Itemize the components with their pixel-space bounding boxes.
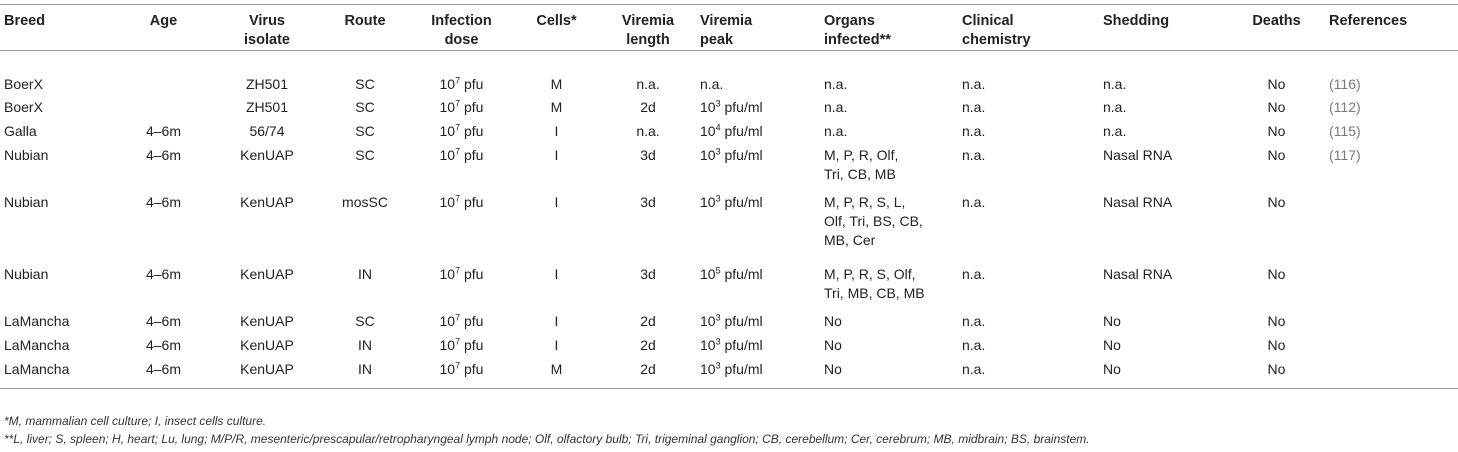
cell-age (113, 96, 214, 120)
cell-viremia-length: 3d (640, 146, 656, 163)
cell-viremia-peak: $10^3$ pfu/ml (696, 358, 820, 389)
exponent: 4 (715, 121, 721, 132)
cell-reference (1325, 334, 1458, 358)
cell-route: SC (355, 312, 375, 329)
cell-viremia-peak: $10^3$ pfu/ml (700, 335, 763, 353)
cell-deaths: No (1267, 265, 1286, 282)
cell-infection-dose: $10^7$ pfu (439, 335, 484, 353)
cell-cells: I (554, 146, 559, 163)
exponent: 3 (715, 359, 721, 370)
cell-viremia-length: 2d (600, 358, 696, 389)
cell-deaths: No (1267, 193, 1286, 210)
table-row (0, 334, 1458, 358)
cell-viremia-length: n.a. (636, 76, 660, 92)
column-header: Route (320, 5, 410, 51)
cell-virus-isolate: KenUAP (214, 358, 320, 389)
cell-organs-infected: M, P, R, Olf, Tri, CB, MB (824, 146, 899, 182)
cell-breed: LaMancha (4, 312, 70, 329)
cell-route: mosSC (342, 193, 388, 210)
cell-route: IN (358, 336, 372, 353)
exponent: 3 (715, 145, 721, 156)
cell-infection-dose: $10^7$ pfu (439, 264, 484, 282)
cell-breed: BoerX (4, 76, 43, 92)
exponent: 7 (455, 121, 461, 132)
cell-cells: M (513, 358, 600, 389)
cell-infection-dose: $10^7$ pfu (439, 311, 484, 329)
cell-infection-dose: $10^7$ pfu (439, 145, 484, 163)
cell-reference[interactable]: (116) (1329, 76, 1361, 92)
exponent: 7 (455, 75, 461, 86)
exponent: 7 (455, 311, 461, 322)
exponent: 7 (455, 359, 461, 370)
cell-deaths: No (1267, 312, 1286, 329)
cell-organs-infected: M, P, R, S, Olf, Tri, MB, CB, MB (824, 265, 925, 301)
cell-infection-dose: $10^7$ pfu (410, 358, 513, 389)
cell-viremia-peak: $10^3$ pfu/ml (700, 311, 763, 329)
cell-virus-isolate: KenUAP (240, 265, 294, 282)
cell-shedding: n.a. (1103, 98, 1127, 115)
header-row (0, 5, 1458, 51)
cell-shedding: Nasal RNA (1103, 193, 1173, 210)
exponent: 7 (455, 264, 461, 275)
column-header: Organs infected** (820, 5, 958, 51)
cell-shedding: No (1103, 312, 1121, 329)
cell-breed: LaMancha (0, 358, 113, 389)
table-row (0, 51, 1458, 96)
cell-organs-infected: n.a. (824, 122, 848, 139)
cell-cells: I (554, 265, 559, 282)
cell-infection-dose: $10^7$ pfu (439, 75, 484, 92)
cell-route: IN (320, 358, 410, 389)
cell-age: 4–6m (145, 146, 182, 163)
cell-reference (1325, 310, 1458, 334)
cell-deaths: No (1267, 336, 1286, 353)
cell-reference (1325, 191, 1458, 263)
cell-viremia-peak: $10^5$ pfu/ml (700, 264, 763, 282)
cell-clinical-chemistry: n.a. (962, 122, 986, 139)
cell-clinical-chemistry: n.a. (962, 265, 986, 282)
cell-route: SC (355, 146, 375, 163)
cell-reference[interactable]: (112) (1329, 98, 1361, 115)
cell-virus-isolate: ZH501 (245, 76, 289, 92)
cell-organs-infected: No (820, 358, 958, 389)
cell-infection-dose: $10^7$ pfu (439, 97, 484, 115)
cell-infection-dose: $10^7$ pfu (439, 192, 484, 210)
cell-organs-infected: M, P, R, S, L, Olf, Tri, BS, CB, MB, Cer (824, 193, 923, 248)
cell-reference[interactable]: (117) (1329, 146, 1361, 163)
cell-age: 4–6m (145, 265, 182, 282)
cell-breed: LaMancha (4, 336, 70, 353)
cell-cells: M (550, 98, 563, 115)
cell-age: 4–6m (113, 358, 214, 389)
cell-viremia-length: n.a. (636, 122, 660, 139)
column-header: Shedding (1099, 5, 1228, 51)
cell-deaths: No (1267, 98, 1286, 115)
column-header: Age (113, 5, 214, 51)
cell-viremia-length: 2d (640, 336, 656, 353)
cell-virus-isolate: ZH501 (245, 98, 289, 115)
cell-reference (1325, 263, 1458, 310)
cell-virus-isolate: KenUAP (240, 312, 294, 329)
exponent: 5 (715, 264, 721, 275)
cell-cells: I (554, 336, 559, 353)
cell-deaths: No (1228, 358, 1325, 389)
cell-shedding: No (1103, 336, 1121, 353)
cell-viremia-length: 3d (640, 265, 656, 282)
table-row (0, 191, 1458, 263)
cell-shedding: n.a. (1103, 122, 1127, 139)
cell-cells: I (554, 312, 559, 329)
table-row (0, 310, 1458, 334)
table-row (0, 96, 1458, 120)
cell-age (113, 51, 214, 96)
cell-clinical-chemistry: n.a. (962, 146, 986, 163)
cell-deaths: No (1267, 146, 1286, 163)
cell-breed: Nubian (4, 193, 49, 210)
cell-cells: M (550, 76, 563, 92)
cell-clinical-chemistry: n.a. (962, 312, 986, 329)
cell-route: IN (358, 265, 372, 282)
exponent: 3 (715, 311, 721, 322)
exponent: 7 (455, 145, 461, 156)
cell-cells: I (554, 122, 559, 139)
cell-viremia-length: 3d (640, 193, 656, 210)
cell-organs-infected: No (824, 312, 842, 329)
table-row (0, 144, 1458, 191)
cell-route: SC (355, 76, 375, 92)
cell-viremia-peak: $10^3$ pfu/ml (700, 145, 763, 163)
cell-age: 4–6m (145, 193, 182, 210)
column-header: Viremia peak (696, 5, 820, 51)
cell-organs-infected: n.a. (824, 98, 848, 115)
cell-reference[interactable]: (115) (1329, 122, 1361, 139)
cell-age: 4–6m (145, 336, 182, 353)
cell-shedding: n.a. (1103, 76, 1127, 92)
cell-shedding: Nasal RNA (1103, 146, 1173, 163)
cell-clinical-chemistry: n.a. (962, 193, 986, 210)
cell-viremia-peak: $10^4$ pfu/ml (700, 121, 763, 139)
cell-clinical-chemistry: n.a. (962, 336, 986, 353)
cell-deaths: No (1267, 122, 1286, 139)
exponent: 3 (715, 97, 721, 108)
cell-breed: Nubian (4, 265, 49, 282)
cell-viremia-peak: n.a. (700, 76, 724, 92)
cell-reference (1325, 358, 1458, 389)
cell-viremia-peak: $10^3$ pfu/ml (700, 192, 763, 210)
column-header: Virus isolate (214, 5, 320, 51)
table-row (0, 358, 1458, 389)
exponent: 7 (455, 335, 461, 346)
column-header: Breed (0, 5, 113, 51)
cell-age: 4–6m (145, 122, 182, 139)
cell-virus-isolate: 56/74 (249, 122, 285, 139)
cell-viremia-peak: $10^3$ pfu/ml (700, 97, 763, 115)
cell-route: SC (355, 98, 375, 115)
cell-organs-infected: No (824, 336, 842, 353)
cell-deaths: No (1267, 76, 1286, 92)
column-header: Clinical chemistry (958, 5, 1099, 51)
column-header: Cells* (513, 5, 600, 51)
exponent: 3 (715, 192, 721, 203)
cell-clinical-chemistry: n.a. (962, 76, 986, 92)
cell-viremia-length: 2d (640, 312, 656, 329)
cell-breed: Nubian (4, 146, 49, 163)
cell-viremia-length: 2d (640, 98, 656, 115)
column-header: Viremia length (600, 5, 696, 51)
exponent: 3 (715, 335, 721, 346)
cell-age: 4–6m (145, 312, 182, 329)
cell-virus-isolate: KenUAP (240, 146, 294, 163)
cell-cells: I (554, 193, 559, 210)
column-header: References (1325, 5, 1458, 51)
column-header: Infection dose (410, 5, 513, 51)
exponent: 7 (455, 192, 461, 203)
cell-shedding: Nasal RNA (1103, 265, 1173, 282)
cell-clinical-chemistry: n.a. (958, 358, 1099, 389)
cell-virus-isolate: KenUAP (240, 193, 294, 210)
footnote-organs: **L, liver; S, spleen; H, heart; Lu, lung; M/P/R, mesenteric/prescapular/retropharyngeal lymph node; Olf, olfactory bulb; Tri, trigeminal ganglion; CB, cerebellum; Cer, cerebrum; MB, midbrain; BS, brainstem. (4, 432, 1090, 446)
cell-virus-isolate: KenUAP (240, 336, 294, 353)
cell-shedding: No (1099, 358, 1228, 389)
exponent: 7 (455, 97, 461, 108)
cell-breed: Galla (4, 122, 37, 139)
goat-infection-table (0, 4, 1458, 389)
cell-breed: BoerX (4, 98, 43, 115)
column-header: Deaths (1228, 5, 1325, 51)
table-row (0, 263, 1458, 310)
table-row (0, 120, 1458, 144)
cell-infection-dose: $10^7$ pfu (439, 121, 484, 139)
cell-route: SC (355, 122, 375, 139)
cell-organs-infected: n.a. (824, 76, 848, 92)
cell-clinical-chemistry: n.a. (962, 98, 986, 115)
footnote-cells: *M, mammalian cell culture; I, insect cells culture. (4, 414, 267, 428)
